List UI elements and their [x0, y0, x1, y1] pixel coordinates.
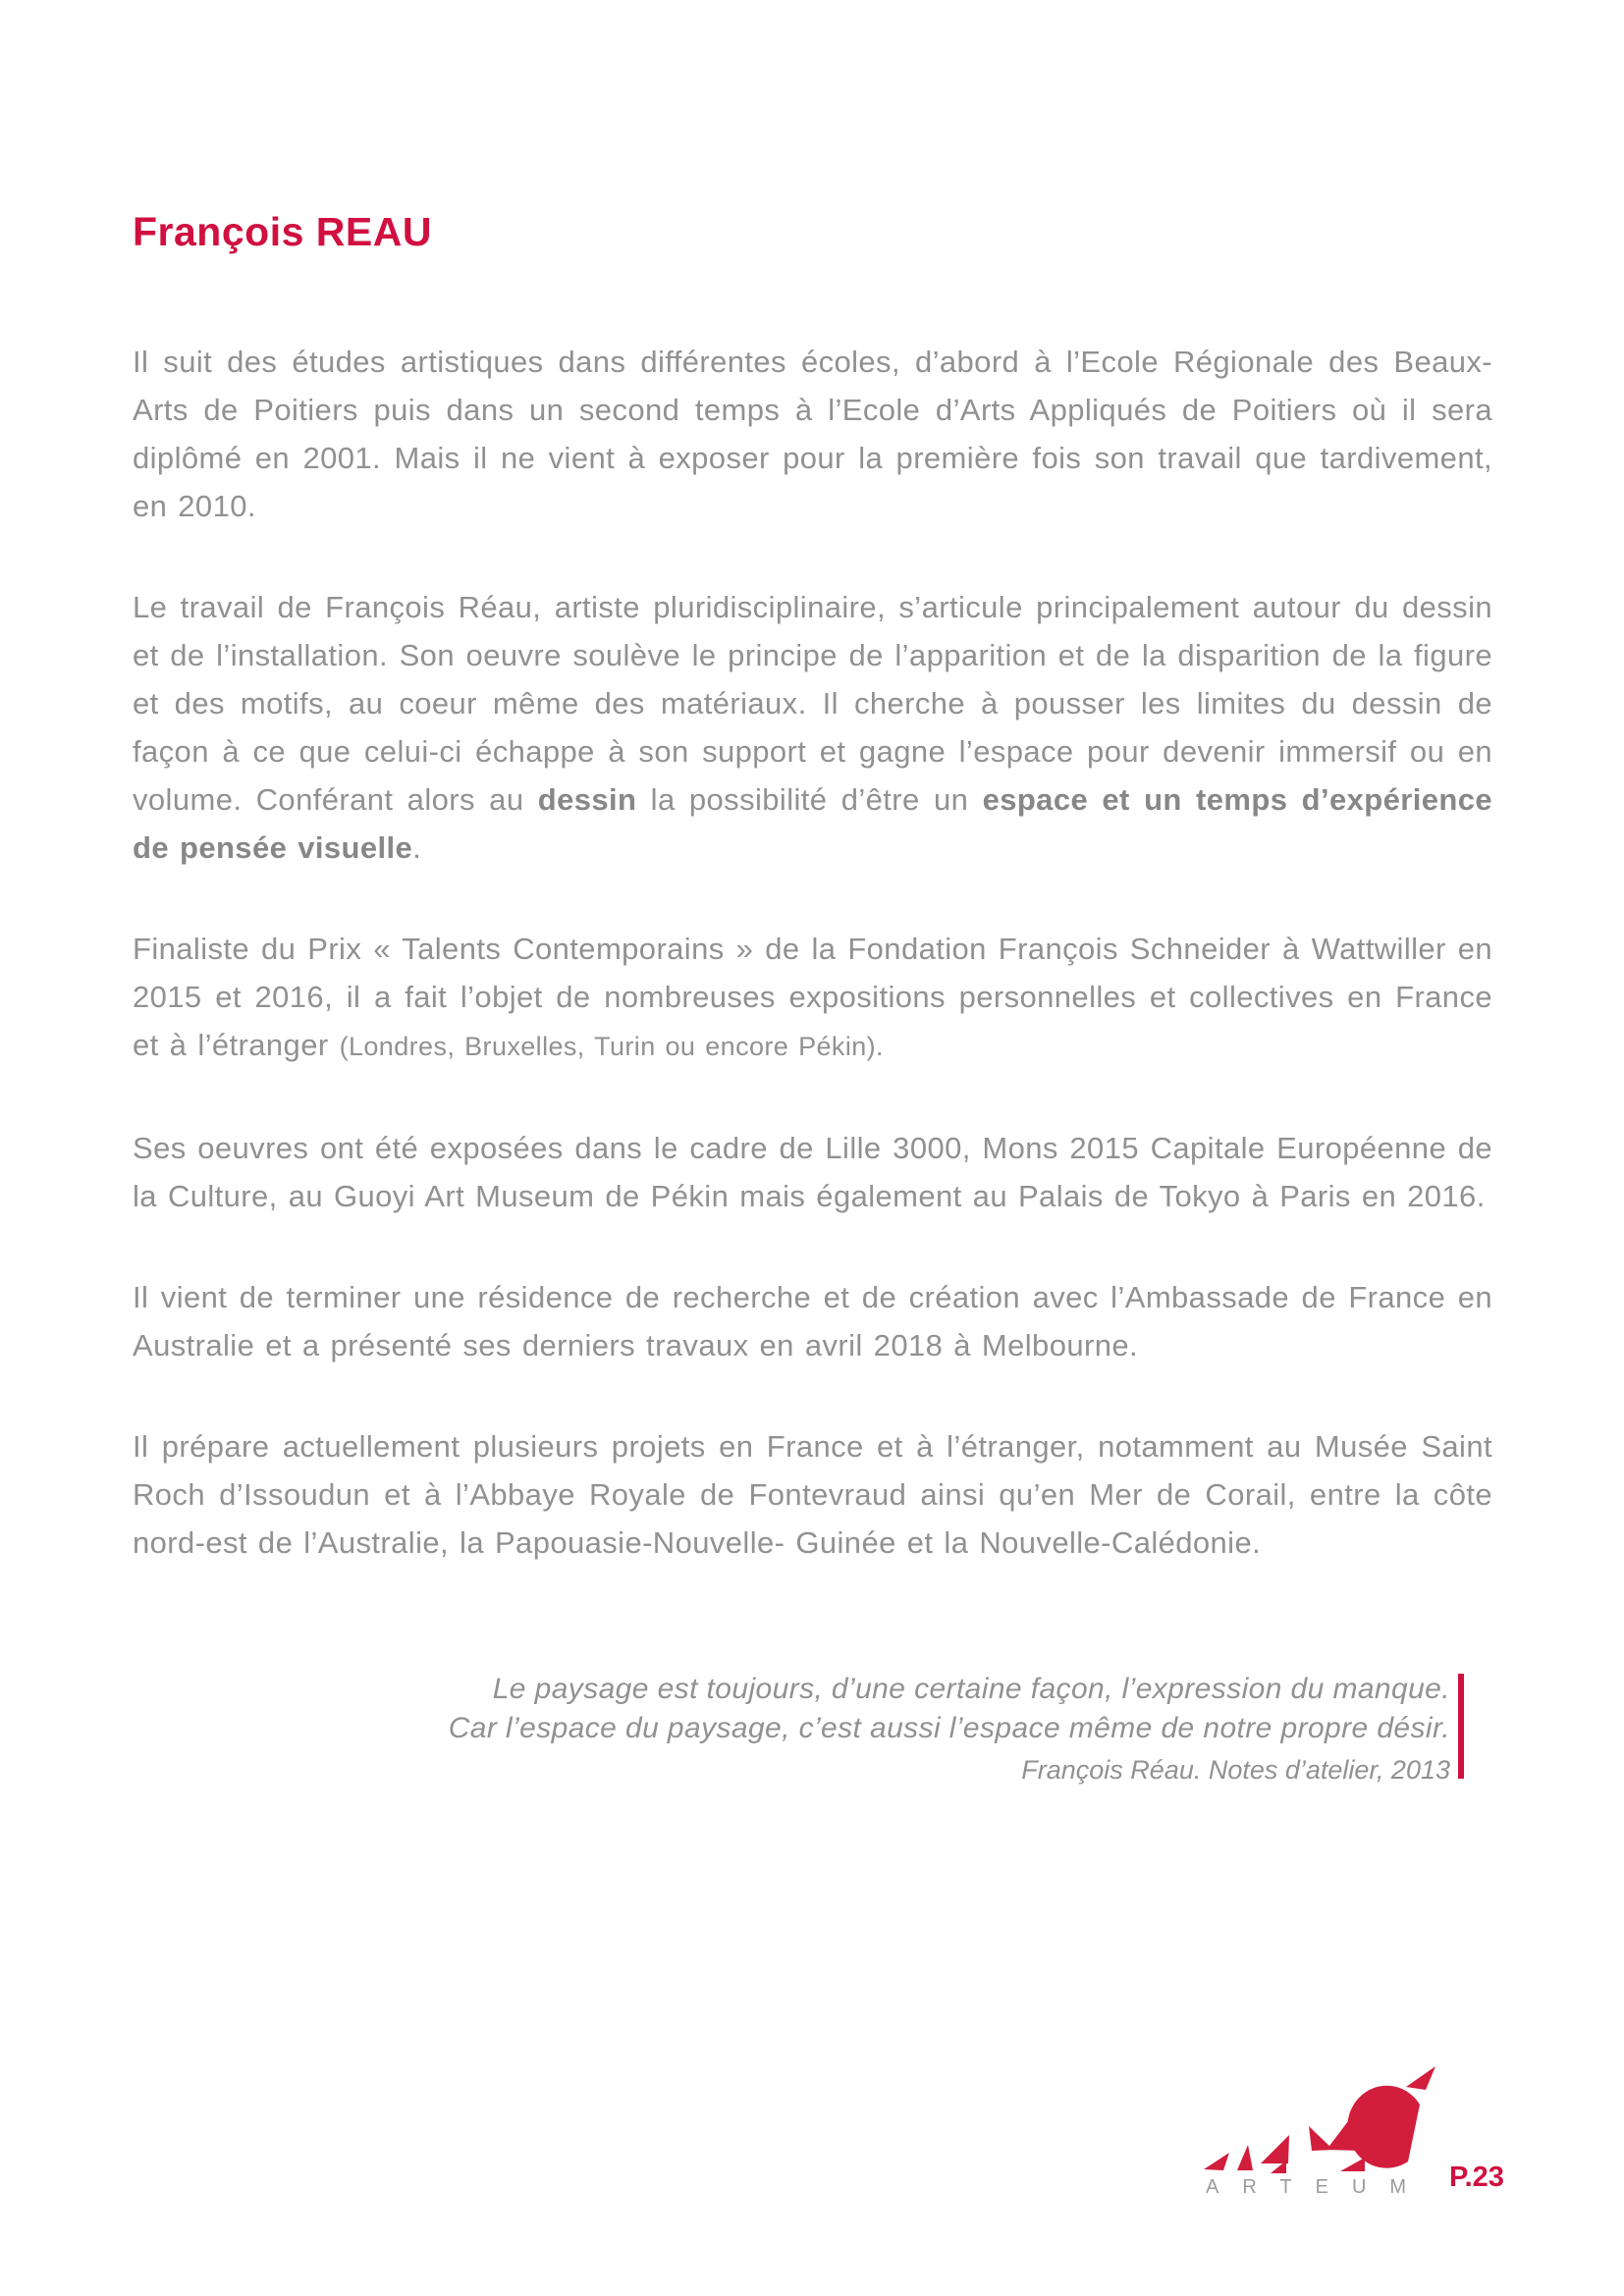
bio-paragraph-6: Il prépare actuellement plusieurs projets en France et à l’étranger, notamment au Musée Saint Roch d’Issoudun et à l’Abbaye Royale de Fontevraud ainsi qu’en Mer de Corail, entre la côte nord-est de l’Australie, la Papouasie-Nouvelle- Guinée et la Nouvelle-Calédonie. — [133, 1429, 1492, 1560]
arteum-wordmark: ARTEUM — [1206, 2176, 1431, 2198]
text-run: Finaliste du Prix « Talents Contemporains » de la Fondation François Schneider à Wattwiller en 2015 et 2016, il a fait l’objet de nombreuses expositions personnelles et collectives en France et à l’étranger — [133, 932, 1492, 1062]
quote-line-2: Car l’espace du paysage, c’est aussi l’espace même de notre propre désir. — [448, 1712, 1450, 1744]
text-run: la possibilité d’être un — [636, 782, 983, 817]
quote-line-1: Le paysage est toujours, d’une certaine façon, l’expression du manque. — [492, 1673, 1450, 1705]
bio-paragraph-2 — [133, 583, 1492, 872]
page-number: P.23 — [1449, 2162, 1504, 2193]
bold-text-run: dessin — [537, 782, 637, 817]
text-run: . — [412, 830, 422, 865]
text-run: Le travail de François Réau, artiste pluridisciplinaire, s’articule principalement autour du dessin et de l’installation. Son oeuvre soulève le principe de l’apparition et de la disparition de la figure et des motifs, au coeur même des matériaux. Il cherche à pousser les limites du dessin de façon à ce que celui-ci échappe à son support et gagne l’espace pour devenir immersif ou en volume. Conférant alors au — [133, 590, 1492, 817]
bio-paragraph-3 — [133, 925, 1492, 1071]
arteum-sails-icon — [1202, 2056, 1437, 2175]
bold-text-run: espace et un temps d’expérience de pensée visuelle — [133, 782, 1492, 865]
small-text-run: (Londres, Bruxelles, Turin ou encore Pékin). — [339, 1032, 884, 1061]
quote-accent-bar — [1458, 1674, 1464, 1779]
page-title: François REAU — [133, 209, 432, 254]
bio-paragraph-5: Il vient de terminer une résidence de recherche et de création avec l’Ambassade de France en Australie et a présenté ses derniers travaux en avril 2018 à Melbourne. — [133, 1280, 1492, 1362]
bio-paragraph-4: Ses oeuvres ont été exposées dans le cadre de Lille 3000, Mons 2015 Capitale Européenne de la Culture, au Guoyi Art Museum de Pékin mais également au Palais de Tokyo à Paris en 2016. — [133, 1131, 1492, 1213]
arteum-logo — [1202, 2056, 1439, 2199]
pull-quote — [133, 1670, 1464, 1787]
bio-paragraph-1: Il suit des études artistiques dans différentes écoles, d’abord à l’Ecole Régionale des Beaux-Arts de Poitiers puis dans un second temps à l’Ecole d’Arts Appliqués de Poitiers où il sera diplômé en 2001. Mais il ne vient à exposer pour la première fois son travail que tardivement, en 2010. — [133, 345, 1492, 523]
quote-attribution: François Réau. Notes d’atelier, 2013 — [1021, 1755, 1450, 1785]
